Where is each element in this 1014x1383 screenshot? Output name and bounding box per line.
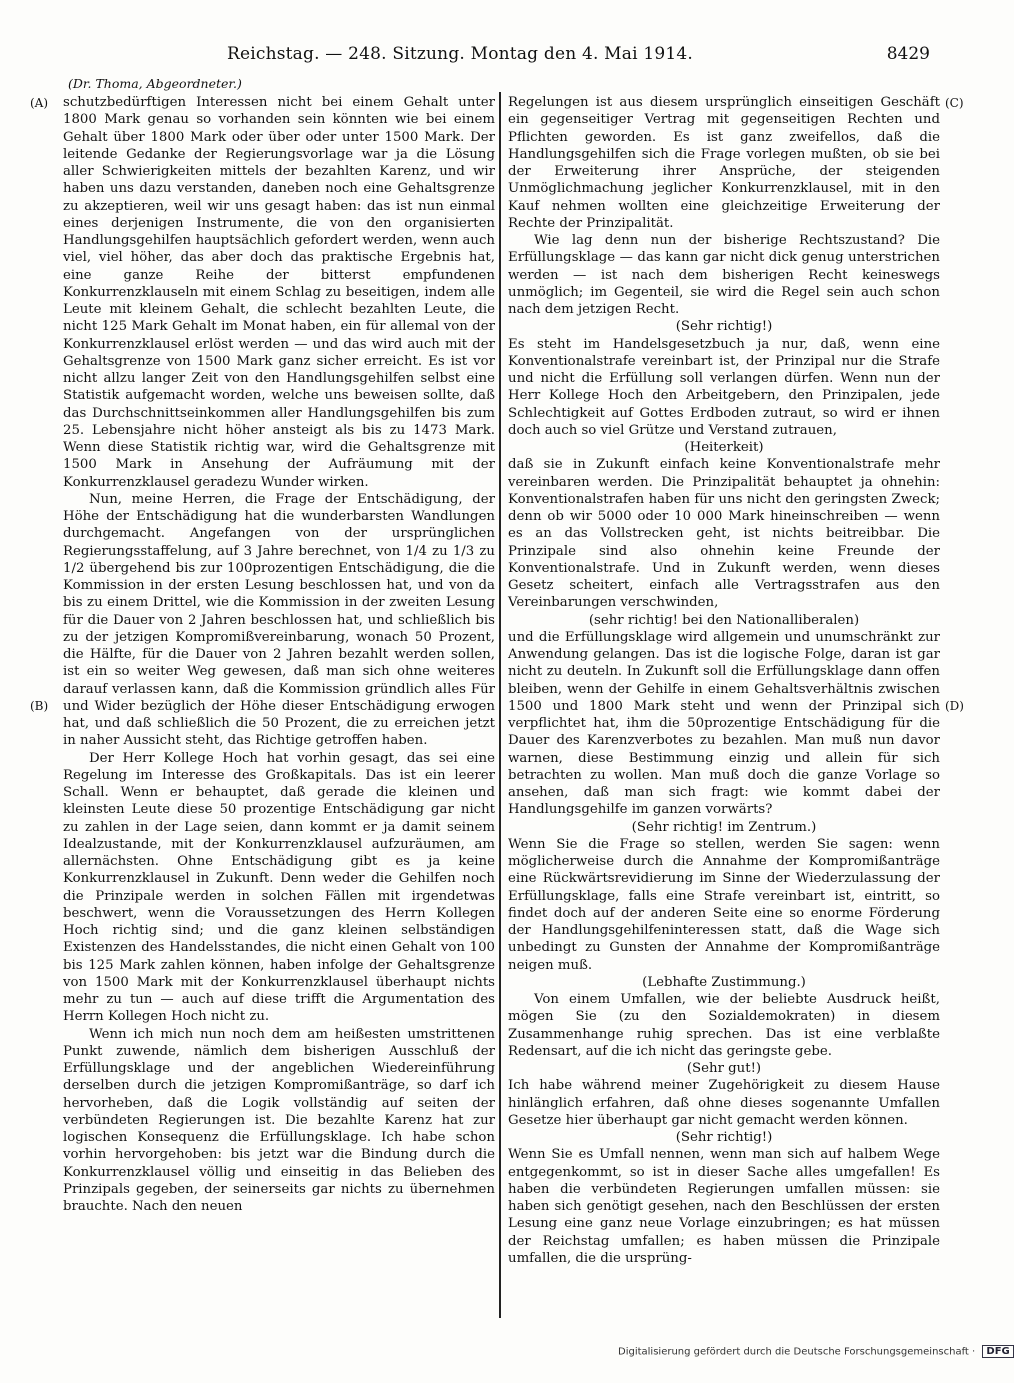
paragraph: Ich habe während meiner Zugehörigkeit zu diesem Hause hinlänglich erfahren, daß ohne dieses sogenannte Umfallen Gesetze hier überhaupt gar nicht gemacht werden können. bbox=[508, 1078, 940, 1128]
paragraph: Der Herr Kollege Hoch hat vorhin gesagt, das sei eine Regelung im Interesse des Großkapitals. Das ist ein leerer Schall. Wenn er behauptet, daß gerade die kleinen und kleinsten Leute diese 50 prozentige Entschädigung gar nicht zu zahlen in der Lage seien, dann kommt er ja damit seinem Idealzustande, mit der Konkurrenzklausel aufzuräumen, am allernächsten. Ohne Entschädigung gibt es ja keine Konkurrenzklausel in Zukunft. Denn weder die Gehilfen noch die Prinzipale werden in solchen Fällen mit irgendetwas beschwert, wenn die Voraussetzungen des Herrn Kollegen Hoch richtig sind; und die ganz kleinen selbständigen Existenzen des Handelsstandes, die nicht einen Gehalt von 100 bis 125 Mark zahlen können, haben infolge der Gehaltsgrenze von 1500 Mark mit der Konkurrenzklausel überhaupt nichts mehr zu tun — auch auf diese trifft die Argumentation des Herrn Kollegen Hoch nicht zu. bbox=[63, 750, 495, 1025]
footer-credit bbox=[618, 1345, 1010, 1365]
left-column bbox=[63, 94, 495, 1328]
margin-letter-d: (D) bbox=[945, 699, 964, 713]
speaker-note: (Dr. Thoma, Abgeordneter.) bbox=[68, 76, 242, 91]
paragraph: Von einem Umfallen, wie der beliebte Ausdruck heißt, mögen Sie (zu den Sozialdemokraten) in diesem Zusammenhange ruhig sprechen. Das ist eine verblaßte Redensart, auf die ich nicht das geringste gebe. bbox=[508, 992, 940, 1059]
paragraph: Wenn ich mich nun noch dem am heißesten umstrittenen Punkt zuwende, nämlich dem bisherigen Ausschluß der Erfüllungsklage und der angeblichen Wiedereinführung derselben durch die jetzigen Kompromißanträge, so darf ich hervorheben, daß die Logik vollständig auf seiten der verbündeten Regierungen ist. Die bezahlte Karenz hat zur logischen Konsequenz die Erfüllungsklage. Ich habe schon vorhin hervorgehoben: bis jetzt war die Bindung durch die Konkurrenzklausel völlig und einseitig in das Belieben des Prinzipals gegeben, der seinerseits gar nichts zu übernehmen brauchte. Nach den neuen bbox=[63, 1026, 495, 1214]
column-divider bbox=[499, 92, 501, 1318]
interjection: (Sehr gut!) bbox=[686, 1061, 762, 1076]
paragraph: und die Erfüllungsklage wird allgemein und unumschränkt zur Anwendung gelangen. Das ist die logische Folge, daran ist gar nicht zu deuteln. In Zukunft soll die Erfüllungsklage dann offen bleiben, wenn der Gehilfe in einem Gehaltsverhältnis zwischen 1500 und 1800 Mark steht und wenn der Prinzipal sich verpflichtet hat, ihm die 50prozentige Entschädigung für die Dauer des Karenzverbotes zu bezahlen. Man muß nun davor warnen, diese Bestimmung einzig und allein für sich betrachten zu wollen. Man muß doch die ganze Vorlage so ansehen, daß man sich fragt: wie kommt dabei der Handlungsgehilfe im ganzen vorwärts? bbox=[508, 629, 940, 818]
interjection: (Heiterkeit) bbox=[684, 440, 764, 455]
dfg-logo: DFG bbox=[982, 1345, 1013, 1358]
interjection: (sehr richtig! bei den Nationalliberalen) bbox=[588, 612, 860, 628]
margin-letter-a: (A) bbox=[30, 96, 49, 110]
right-column bbox=[508, 94, 940, 1328]
interjection: (Lebhafte Zustimmung.) bbox=[642, 974, 806, 990]
interjection: (Sehr richtig!) bbox=[675, 319, 773, 335]
paragraph: Regelungen ist aus diesem ursprünglich einseitigen Geschäft ein gegenseitiger Vertrag mit gegenseitigen Rechten und Pflichten geworden. Es ist ganz zweifellos, daß die Handlungsgehilfen sich die Frage vorlegen mußten, ob sie bei der Erweiterung ihrer Ansprüche, der steigenden Unmöglichmachung jeglicher Konkurrenzklausel, mit in den Kauf nehmen wollten eine gleichzeitige Erweiterung der Rechte der Prinzipalität. bbox=[508, 95, 940, 231]
footer-text: Digitalisierung gefördert durch die Deutsche Forschungsgemeinschaft · bbox=[618, 1346, 976, 1358]
paragraph: Wenn Sie es Umfall nennen, wenn man sich auf halbem Wege entgegenkommt, so ist in dieser Sache alles umgefallen! Es haben die verbündeten Regierungen umfallen müssen: sie haben sich genötigt gesehen, nach den Beschlüssen der ersten Lesung eine ganz neue Vorlage einzubringen; es hat müssen der Reichstag umfallen; es haben müssen die Prinzipale umfallen, die die ursprüng- bbox=[508, 1147, 940, 1266]
page-header bbox=[60, 44, 930, 70]
paragraph: Wie lag denn nun der bisherige Rechtszustand? Die Erfüllungsklage — das kann gar nicht dick genug unterstrichen werden — ist nach dem bisherigen Recht keineswegs unmöglich; im Gegenteil, sie wird die Regel sein auch schon nach dem jetzigen Recht. bbox=[508, 233, 940, 317]
paragraph: Nun, meine Herren, die Frage der Entschädigung, der Höhe der Entschädigung hat die wunderbarsten Wandlungen durchgemacht. Angefangen von der ursprünglichen Regierungsstaffelung, auf 3 Jahre berechnet, von 1/4 zu 1/3 zu 1/2 übergehend bis zur 100prozentigen Entschädigung, die die Kommission in der ersten Lesung beschlossen hat, und von da bis zu einem Drittel, wie die Kommission in der zweiten Lesung für die Dauer von 2 Jahren beschlossen hat, und schließlich bis zu der jetzigen Kompromißvereinbarung, wonach 50 Prozent, die Hälfte, für die Dauer von 2 Jahren bezahlt werden sollen, ist ein so weiter Weg gewesen, daß man sich ohne weiteres darauf verlassen kann, daß die Kommission gründlich alles Für und Wider bezüglich der Höhe dieser Entschädigung erwogen hat, und daß schließlich die 50 Prozent, die zu erreichen jetzt in naher Aussicht steht, das Richtige getroffen haben. bbox=[63, 491, 495, 749]
margin-letter-b: (B) bbox=[30, 699, 49, 713]
margin-letter-c: (C) bbox=[945, 96, 964, 110]
interjection: (Sehr richtig!) bbox=[675, 1130, 773, 1145]
paragraph: Es steht im Handelsgesetzbuch ja nur, daß, wenn eine Konventionalstrafe vereinbart ist, der Prinzipal nur die Strafe und nicht die Erfüllung soll verlangen dürfen. Wenn nun der Herr Kollege Hoch den Arbeitgebern, den Prinzipalen, jede Schlechtigkeit auf Gottes Erdboden zutraut, so wird er ihnen doch auch so viel Grütze und Verstand zutrauen, bbox=[508, 336, 940, 438]
paragraph: schutzbedürftigen Interessen nicht bei einem Gehalt unter 1800 Mark genau so vorhanden sein könnten wie bei einem Gehalt über 1800 Mark oder über oder unter 1500 Mark. Der leitende Gedanke der Regierungsvorlage war ja die Lösung aller Schwierigkeiten mittels der bezahlten Karenz, und wir haben uns dazu verstanden, daneben noch eine Gehaltsgrenze zu akzeptieren, weil wir uns gesagt haben: das ist nun einmal eines derjenigen Instrumente, die von den organisierten Handlungsgehilfen hauptsächlich gefordert werden, wenn auch viel, viel höher, das aber doch das praktische Ergebnis hat, eine ganze Reihe der bitterst empfundenen Konkurrenzklauseln mit einem Schlag zu beseitigen, indem alle Leute mit kleinem Gehalt, die schlecht bezahlten Leute, die nicht 125 Mark Gehalt im Monat haben, ein für allemal von der Konkurrenzklausel erlöst werden — und das wird auch mit der Gehaltsgrenze von 1500 Mark ganz sicher erreicht. Es ist vor nicht allzu langer Zeit von den Handlungsgehilfen selbst eine Statistik aufgemacht worden, welche uns beweisen sollte, daß das Durchschnittseinkommen aller Handlungsgehilfen bis zum 25. Lebensjahre nicht höher ansteigt als bis zu 1473 Mark. Wenn diese Statistik richtig war, wird die Gehaltsgrenze mit 1500 Mark in Ansehung der Aufräumung mit der Konkurrenzklausel geradezu Wunder wirken. bbox=[63, 95, 495, 490]
paragraph: Wenn Sie die Frage so stellen, werden Sie sagen: wenn möglicherweise durch die Annahme der Kompromißanträge eine Rückwärtsrevidierung im Sinne der Wiederzulassung der Erfüllungsklage, falls eine Strafe vereinbart ist, eintritt, so findet doch auf der anderen Seite eine so enorme Förderung der Handlungsgehilfeninteressen statt, daß die Wage sich unbedingt zu Gunsten der Annahme der Kompromißanträge neigen muß. bbox=[508, 836, 940, 973]
paragraph: daß sie in Zukunft einfach keine Konventionalstrafe mehr vereinbaren werden. Die Prinzipalität behauptet ja ohnehin: Konventionalstrafen haben für uns nicht den geringsten Zweck; denn ob wir 5000 oder 10 000 Mark hineinschreiben — wenn es an das Vollstrecken geht, ist nichts beitreibbar. Die Prinzipale sind also ohnehin keine Freunde der Konventionalstrafe. Und in Zukunft werden, wenn dieses Gesetz scheitert, einfach alle Vertragsstrafen aus den Vereinbarungen verschwinden, bbox=[508, 457, 940, 611]
running-title: Reichstag. — 248. Sitzung. Montag den 4. Mai 1914. bbox=[226, 44, 694, 64]
interjection: (Sehr richtig! im Zentrum.) bbox=[631, 819, 817, 835]
page-number: 8429 bbox=[886, 44, 930, 64]
